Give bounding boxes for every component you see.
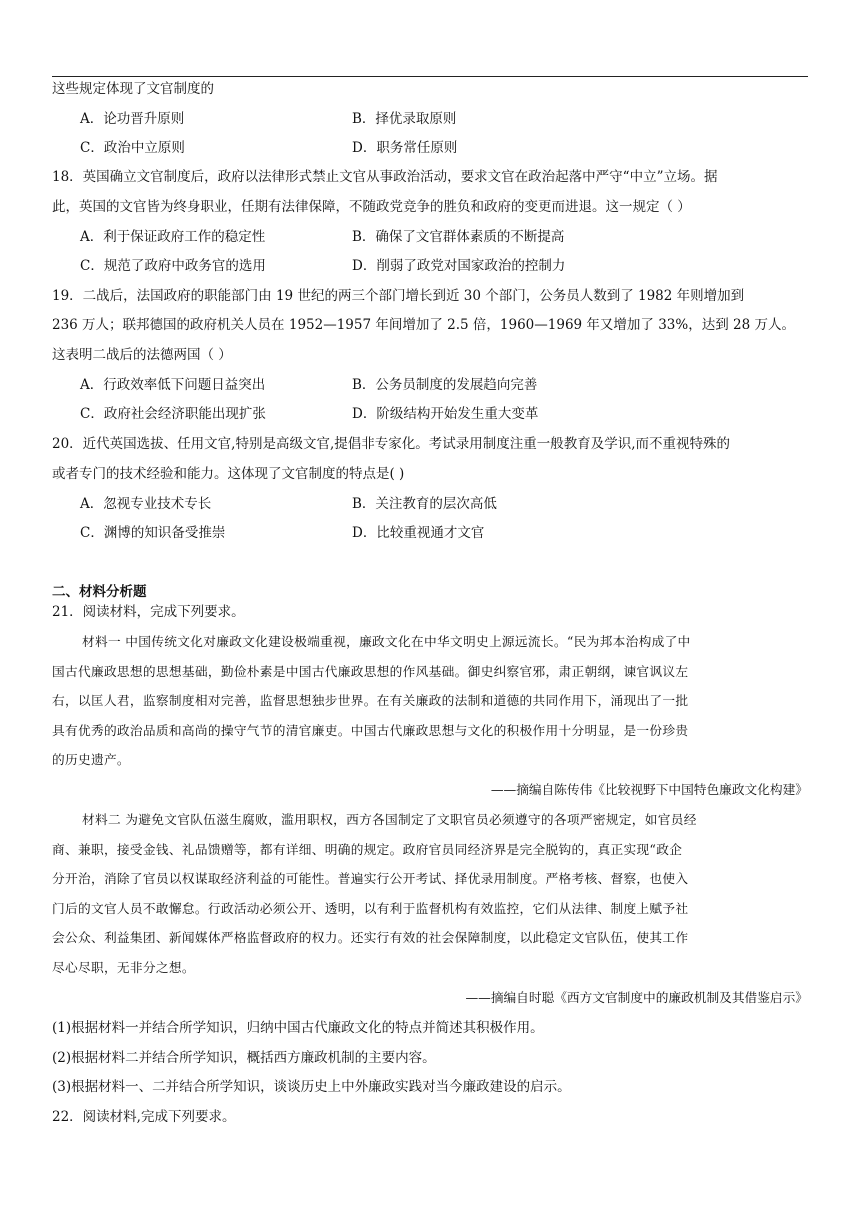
q21-material1-line: 具有优秀的政治品质和高尚的操守气节的清官廉吏。中国古代廉政思想与文化的积极作用十分明显，是一份珍贵 <box>52 723 689 738</box>
q21-material1-line: 的历史遗产。 <box>52 752 130 767</box>
q21-subquestion-2: (2)根据材料二并结合所学知识，概括西方廉政机制的主要内容。 <box>52 1050 436 1066</box>
q21-material1-line: 右，以匡人君，监察制度相对完善，监督思想独步世界。在有关廉政的法制和道德的共同作用下，涌现出了一批 <box>52 693 689 708</box>
header-rule <box>52 76 808 77</box>
q21-material2-line: 材料二 为避免文官队伍滋生腐败，滥用职权，西方各国制定了文职官员必须遵守的各项严密规定，如官员经 <box>82 812 697 827</box>
q21-material2-source: ——摘编自时聪《西方文官制度中的廉政机制及其借鉴启示》 <box>465 990 808 1005</box>
q18-option-d[interactable]: D．削弱了政党对国家政治的控制力 <box>352 258 566 274</box>
q21-material1-line: 材料一 中国传统文化对廉政文化建设极端重视，廉政文化在中华文明史上源远流长。“民为邦本治构成了中 <box>82 634 691 649</box>
q20-option-a[interactable]: A．忽视专业技术专长 <box>80 496 212 512</box>
q17-option-a[interactable]: A．论功晋升原则 <box>80 111 185 127</box>
q17-option-b[interactable]: B．择优录取原则 <box>352 111 457 127</box>
q21-material2-line: 分开治，消除了官员以权谋取经济利益的可能性。普遍实行公开考试、择优录用制度。严格考核、督察，也使入 <box>52 871 689 886</box>
q20-stem-line1: 20．近代英国选拔、任用文官,特别是高级文官,提倡非专家化。考试录用制度注重一般教育及学识,而不重视特殊的 <box>52 436 731 452</box>
q17-option-d[interactable]: D．职务常任原则 <box>352 140 458 156</box>
q19-option-a[interactable]: A．行政效率低下问题日益突出 <box>80 377 266 393</box>
q19-option-b[interactable]: B．公务员制度的发展趋向完善 <box>352 377 538 393</box>
q20-option-b[interactable]: B．关注教育的层次高低 <box>352 496 497 512</box>
q21-subquestion-3: (3)根据材料一、二并结合所学知识，谈谈历史上中外廉政实践对当今廉政建设的启示。 <box>52 1079 571 1095</box>
q20-option-d[interactable]: D．比较重视通才文官 <box>352 525 485 541</box>
q18-option-a[interactable]: A．利于保证政府工作的稳定性 <box>80 229 266 245</box>
q21-material1-source: ——摘编自陈传伟《比较视野下中国特色廉政文化构建》 <box>490 782 808 797</box>
q20-option-c[interactable]: C．渊博的知识备受推崇 <box>80 525 226 541</box>
q21-subquestion-1: (1)根据材料一并结合所学知识，归纳中国古代廉政文化的特点并简述其积极作用。 <box>52 1020 544 1036</box>
q19-stem-line3: 这表明二战后的法德两国（ ） <box>52 347 232 363</box>
q19-stem-line2: 236 万人；联邦德国的政府机关人员在 1952—1957 年间增加了 2.5 倍，1960—1969 年又增加了 33%，达到 28 万人。 <box>52 317 795 333</box>
q18-stem-line1: 18．英国确立文官制度后，政府以法律形式禁止文官从事政治活动，要求文官在政治起落中严守“中立”立场。据 <box>52 169 718 185</box>
q17-stem-tail: 这些规定体现了文官制度的 <box>52 81 214 97</box>
q17-option-c[interactable]: C．政治中立原则 <box>80 140 185 156</box>
q19-stem-line1: 19．二战后，法国政府的职能部门由 19 世纪的两三个部门增长到近 30 个部门，公务员人数到了 1982 年则增加到 <box>52 288 745 304</box>
q18-stem-line2: 此，英国的文官皆为终身职业，任期有法律保障，不随政党竞争的胜负和政府的变更而进退。这一规定（ ） <box>52 199 691 215</box>
q21-material2-line: 商、兼职，接受金钱、礼品馈赠等，都有详细、明确的规定。政府官员同经济界是完全脱钩的，真正实现“政企 <box>52 842 683 857</box>
q22-intro: 22．阅读材料,完成下列要求。 <box>52 1109 236 1125</box>
q21-material1-line: 国古代廉政思想的思想基础，勤俭朴素是中国古代廉政思想的作风基础。御史纠察官邪，肃正朝纲，谏官讽议左 <box>52 664 689 679</box>
q19-option-d[interactable]: D．阶级结构开始发生重大变革 <box>352 406 539 422</box>
q19-option-c[interactable]: C．政府社会经济职能出现扩张 <box>80 406 266 422</box>
q20-stem-line2: 或者专门的技术经验和能力。这体现了文官制度的特点是( ) <box>52 466 405 482</box>
q21-intro: 21．阅读材料，完成下列要求。 <box>52 604 245 620</box>
section-heading: 二、材料分析题 <box>52 584 147 600</box>
q18-option-c[interactable]: C．规范了政府中政务官的选用 <box>80 258 266 274</box>
q21-material2-line: 会公众、利益集团、新闻媒体严格监督政府的权力。还实行有效的社会保障制度，以此稳定文官队伍，使其工作 <box>52 930 689 945</box>
q21-material2-line: 尽心尽职，无非分之想。 <box>52 960 195 975</box>
q18-option-b[interactable]: B．确保了文官群体素质的不断提高 <box>352 229 565 245</box>
q21-material2-line: 门后的文官人员不敢懈怠。行政活动必须公开、透明，以有利于监督机构有效监控，它们从法律、制度上赋予社 <box>52 901 689 916</box>
